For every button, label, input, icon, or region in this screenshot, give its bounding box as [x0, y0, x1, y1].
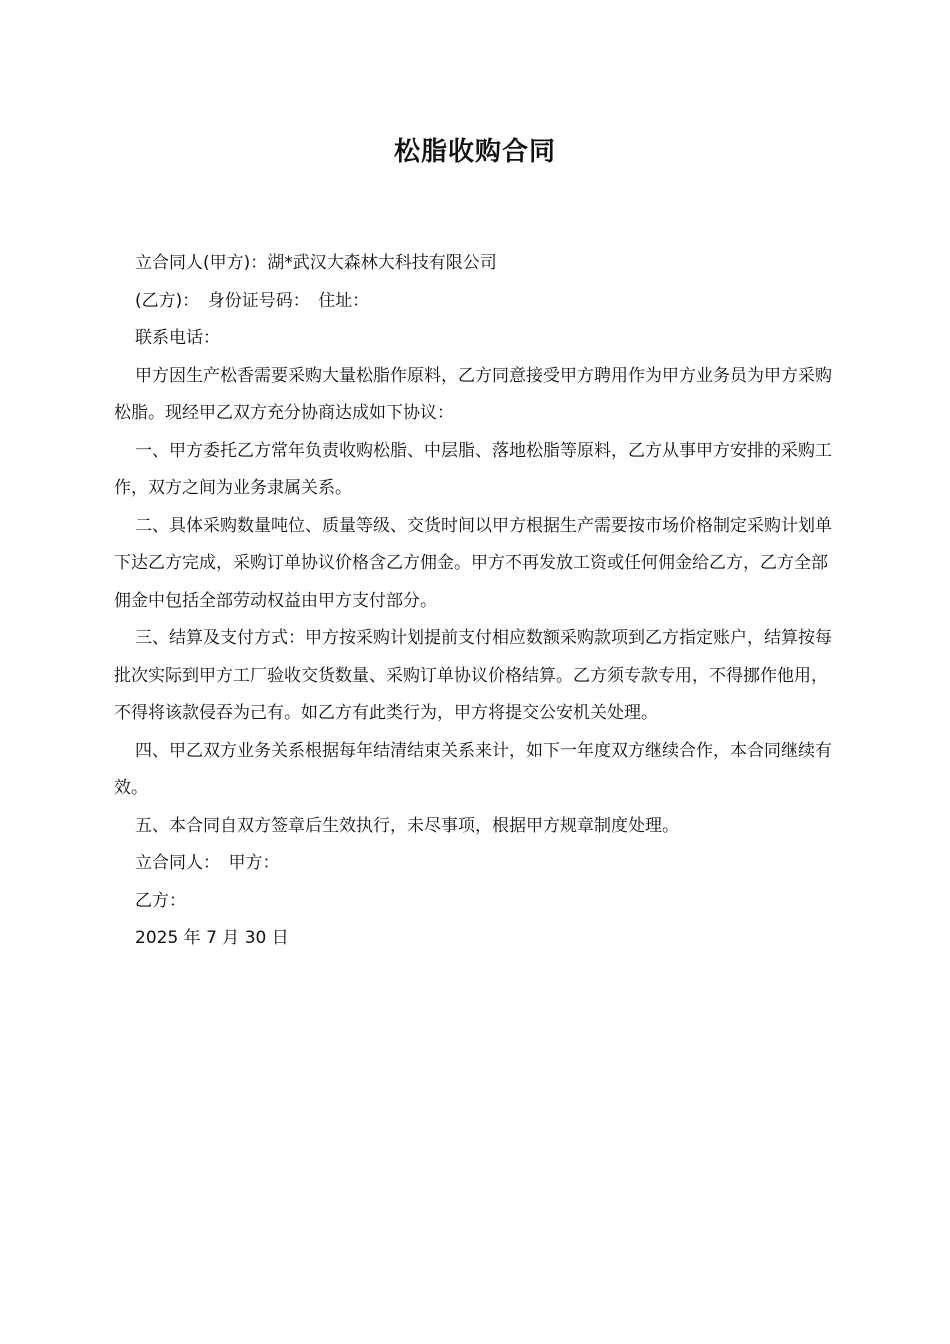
- signatory-b-line: 乙方：: [135, 890, 186, 911]
- contract-date: 2025 年 7 月 30 日: [135, 928, 289, 948]
- preamble-paragraph: 甲方因生产松香需要采购大量松脂作原料，乙方同意接受甲方聘用作为甲方业务员为甲方采购松脂。现经甲乙双方充分协商达成如下协议：: [114, 365, 832, 423]
- clause-5: 五、本合同自双方签章后生效执行，未尽事项，根据甲方规章制度处理。: [135, 815, 679, 836]
- party-b-line: (乙方)： 身份证号码： 住址：: [135, 290, 370, 311]
- clause-4: 四、甲乙双方业务关系根据每年结清结束关系来计，如下一年度双方继续合作，本合同继续有效。: [114, 740, 832, 798]
- page-title: 松脂收购合同: [393, 137, 556, 167]
- phone-line: 联系电话：: [135, 328, 220, 348]
- party-a-line: 立合同人(甲方)：湖*武汉大森林大科技有限公司: [135, 253, 497, 273]
- clause-1: 一、甲方委托乙方常年负责收购松脂、中层脂、落地松脂等原料，乙方从事甲方安排的采购工作，双方之间为业务隶属关系。: [114, 440, 832, 498]
- signatory-a-line: 立合同人： 甲方：: [135, 853, 280, 873]
- contract-body: [114, 245, 838, 958]
- clause-3: 三、结算及支付方式：甲方按采购计划提前支付相应数额采购款项到乙方指定账户，结算按每批次实际到甲方工厂验收交货数量、采购订单协议价格结算。乙方须专款专用，不得挪作他用，不得将该款侵吞为己有。如乙方有此类行为，甲方将提交公安机关处理。: [114, 628, 832, 723]
- clause-2: 二、具体采购数量吨位、质量等级、交货时间以甲方根据生产需要按市场价格制定采购计划单下达乙方完成，采购订单协议价格含乙方佣金。甲方不再发放工资或任何佣金给乙方，乙方全部佣金中包括全部劳动权益由甲方支付部分。: [114, 515, 832, 611]
